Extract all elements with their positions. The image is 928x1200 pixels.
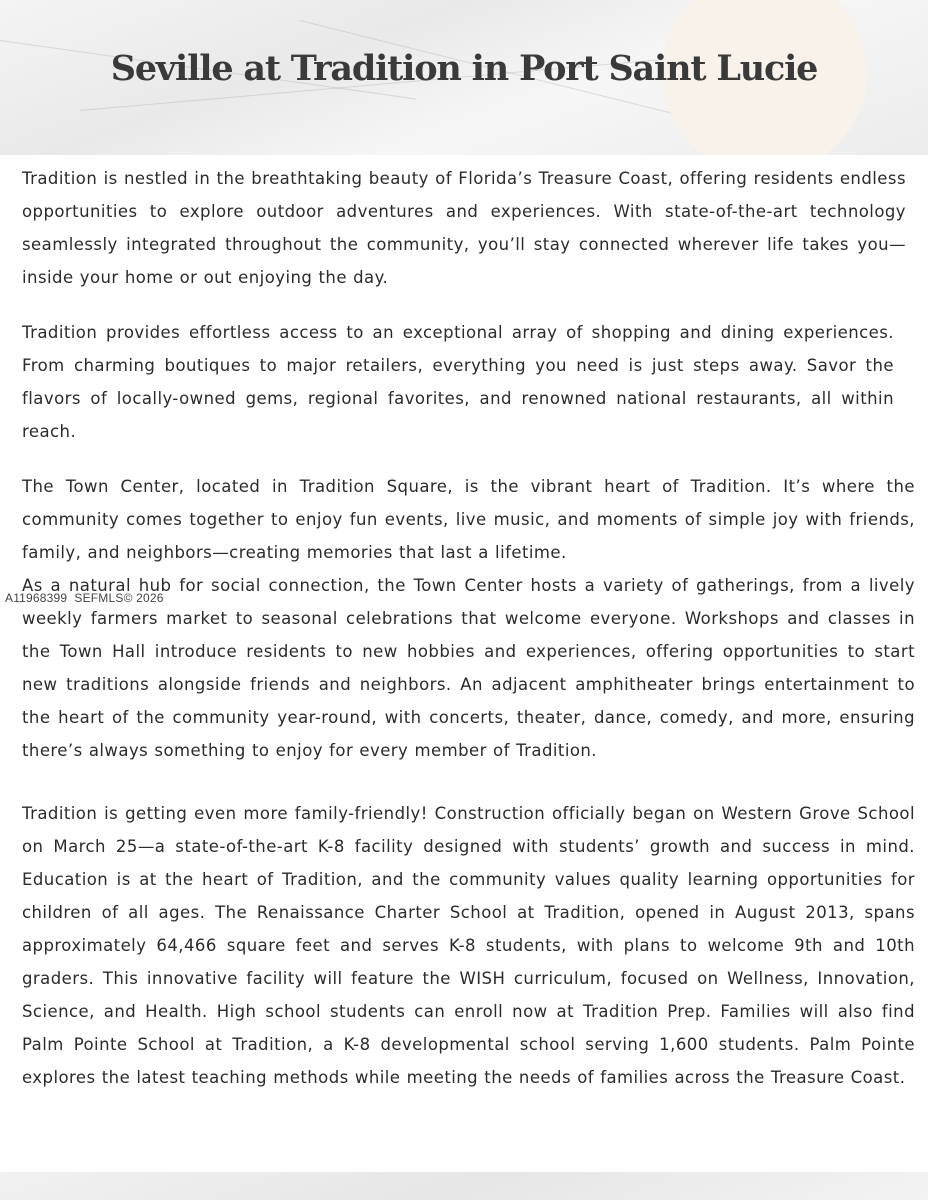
page-title: Seville at Tradition in Port Saint Lucie	[110, 48, 818, 89]
document-body	[22, 162, 915, 1094]
paragraph-intro: Tradition is nestled in the breathtaking beauty of Florida’s Treasure Coast, offering residents endless opportunities to explore outdoor adventures and experiences. With state-of-the-art technology seamlessly integrated throughout the community, you’ll stay connected wherever life takes you—inside your home or out enjoying the day.	[22, 169, 906, 287]
paragraph-social-hub: As a natural hub for social connection, the Town Center hosts a variety of gatherings, from a lively weekly farmers market to seasonal celebrations that welcome everyone. Workshops and classes in the Town Hall introduce residents to new hobbies and experiences, offering opportunities to start new traditions alongside friends and neighbors. An adjacent amphitheater brings entertainment to the heart of the community year-round, with concerts, theater, dance, comedy, and more, ensuring there’s always something to enjoy for every member of Tradition.	[22, 576, 915, 760]
paragraph-schools: Tradition is getting even more family-friendly! Construction officially began on Western Grove School on March 25—a state-of-the-art K-8 facility designed with students’ growth and success in mind. Education is at the heart of Tradition, and the community values quality learning opportunities for children of all ages. The Renaissance Charter School at Tradition, opened in August 2013, spans approximately 64,466 square feet and serves K-8 students, with plans to welcome 9th and 10th graders. This innovative facility will feature the WISH curriculum, focused on Wellness, Innovation, Science, and Health. High school students can enroll now at Tradition Prep. Families will also find Palm Pointe School at Tradition, a K-8 developmental school serving 1,600 students. Palm Pointe explores the latest teaching methods while meeting the needs of families across the Treasure Coast.	[22, 804, 915, 1087]
paragraph-shopping-dining: Tradition provides effortless access to an exceptional array of shopping and dining experiences. From charming boutiques to major retailers, everything you need is just steps away. Savor the flavors of locally-owned gems, regional favorites, and renowned national restaurants, all within reach.	[22, 323, 894, 441]
mls-watermark: A11968399 SEFMLS© 2026	[5, 591, 164, 605]
marble-footer-background	[0, 1172, 928, 1200]
paragraph-town-center: The Town Center, located in Tradition Square, is the vibrant heart of Tradition. It’s where the community comes together to enjoy fun events, live music, and moments of simple joy with friends, family, and neighbors—creating memories that last a lifetime.	[22, 477, 915, 562]
